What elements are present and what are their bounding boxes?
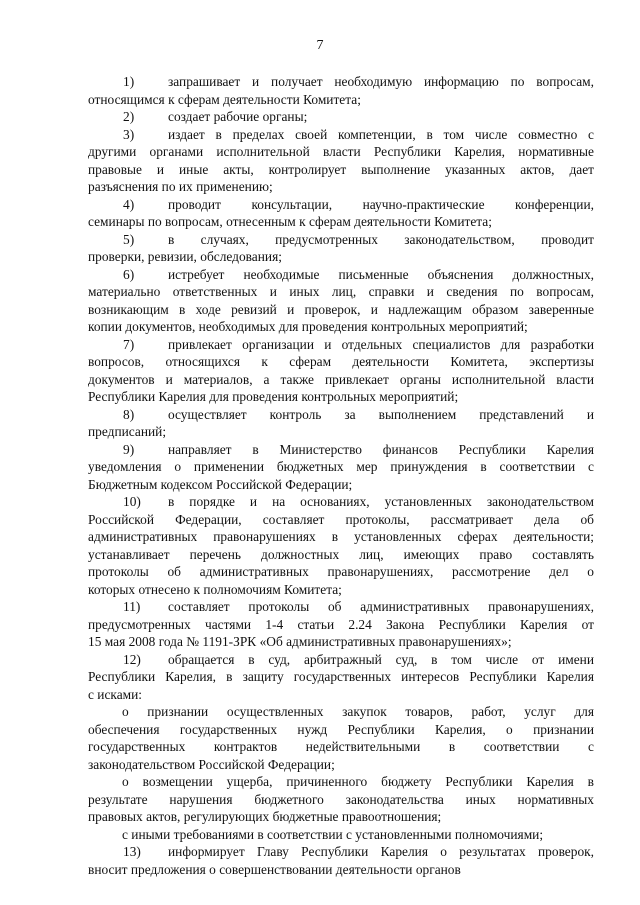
item-line: разъяснения по их применению; (88, 179, 273, 194)
item-line: Республики Карелия для проведения контрольных мероприятий; (88, 389, 459, 404)
list-item (88, 73, 594, 108)
subclause-line: обеспечения государственных нужд Республики Карелия, о признании (88, 721, 594, 737)
item-number: 2) (123, 109, 135, 124)
subclause-line: законодательством Российской Федерации; (88, 756, 335, 772)
page-number: 7 (316, 38, 324, 53)
item-number: 8) (123, 406, 135, 422)
list-item (88, 406, 594, 441)
document-body (88, 73, 594, 878)
item-number: 13) (123, 844, 141, 859)
item-line: вносит предложения о совершенствовании деятельности органов (88, 861, 461, 877)
subclause (88, 826, 594, 844)
item-line: административных правонарушениях в установленных сферах деятельности; (88, 529, 594, 544)
list-item (88, 266, 594, 336)
list-item (88, 441, 594, 494)
subclause-line: результате нарушения бюджетного законодательства иных нормативных (88, 791, 594, 807)
item-first-line: направляет в Министерство финансов Республики Карелия (168, 441, 594, 457)
subclause (88, 773, 594, 826)
item-line: документов и материалов, а также привлекает органы исполнительной власти (88, 371, 594, 387)
item-line: вопросов, относящихся к сферам деятельности Комитета, экспертизы (88, 354, 594, 369)
item-first-line: истребует необходимые письменные объяснения должностных, (168, 266, 594, 282)
item-line: семинары по вопросам, отнесенным к сферам деятельности Комитета; (88, 214, 492, 229)
item-number: 10) (123, 494, 141, 509)
item-line: с исками: (88, 686, 143, 702)
list-item (88, 126, 594, 196)
subclause-line: государственных контрактов недействительными в соответствии с (88, 739, 594, 754)
item-first-line: издает в пределах своей компетенции, в том числе совместно с (168, 126, 594, 142)
list-item (88, 598, 594, 651)
item-number: 11) (123, 599, 141, 614)
subclause-line: правовых актов, регулирующих бюджетные правоотношения; (88, 809, 442, 824)
item-first-line: запрашивает и получает необходимую информацию по вопросам, (168, 74, 594, 89)
list-item (88, 231, 594, 266)
item-number: 4) (123, 196, 135, 212)
item-line: правовые и иные акты, контролирует выполнение указанных актов, дает (88, 161, 594, 177)
item-line: относящимся к сферам деятельности Комитета; (88, 91, 361, 107)
item-number: 7) (123, 336, 135, 352)
item-first-line: обращается в суд, арбитражный суд, в том числе от имени (168, 651, 594, 667)
item-first-line: осуществляет контроль за выполнением представлений и (168, 406, 594, 422)
list-item (88, 651, 594, 704)
item-line: протоколы об административных правонарушениях, рассмотрение дел о (88, 564, 594, 579)
list-item (88, 196, 594, 231)
item-first-line: создает рабочие органы; (168, 109, 308, 124)
item-line: материально ответственных и иных лиц, справки и сведения по вопросам, (88, 284, 594, 299)
item-number: 3) (123, 126, 135, 142)
item-first-line: в порядке и на основаниях, установленных законодательством (168, 494, 594, 509)
list-item (88, 336, 594, 406)
item-line: 15 мая 2008 года № 1191-ЗРК «Об административных правонарушениях»; (88, 634, 512, 649)
item-line: другими органами исполнительной власти Республики Карелия, нормативные (88, 144, 594, 159)
item-line: Российской Федерации, составляет протоколы, рассматривает дела об (88, 511, 594, 527)
item-number: 6) (123, 266, 135, 282)
item-first-line: составляет протоколы об административных правонарушениях, (168, 599, 594, 614)
list-item (88, 843, 594, 878)
item-number: 12) (123, 651, 141, 667)
item-line: предусмотренных частями 1-4 статьи 2.24 Закона Республики Карелия от (88, 616, 594, 632)
subclause-first-line: о признании осуществленных закупок товаров, работ, услуг для (122, 704, 594, 719)
item-first-line: проводит консультации, научно-практические конференции, (168, 196, 594, 212)
item-line: устанавливает перечень должностных лиц, имеющих право составлять (88, 546, 594, 562)
item-number: 1) (123, 74, 135, 89)
item-number: 5) (123, 231, 135, 247)
list-item (88, 493, 594, 598)
item-first-line: привлекает организации и отдельных специалистов для разработки (168, 336, 594, 352)
item-first-line: информирует Главу Республики Карелия о результатах проверок, (168, 844, 594, 859)
item-line: Республики Карелия, в защиту государственных интересов Республики Карелия (88, 669, 594, 684)
item-number: 9) (123, 441, 135, 457)
item-line: проверки, ревизии, обследования; (88, 249, 282, 264)
item-line: возникающим в ходе ревизий и проверок, и надлежащим образом заверенные (88, 301, 594, 317)
item-line: предписаний; (88, 424, 167, 439)
item-line: уведомления о применении бюджетных мер принуждения в соответствии с (88, 459, 594, 474)
subclause-first-line: с иными требованиями в соответствии с установленными полномочиями; (122, 826, 544, 842)
item-first-line: в случаях, предусмотренных законодательством, проводит (168, 231, 594, 247)
subclause (88, 703, 594, 773)
item-line: которых отнесено к полномочиям Комитета; (88, 581, 342, 597)
subclause-first-line: о возмещении ущерба, причиненного бюджету Республики Карелия в (122, 774, 594, 789)
item-line: копии документов, необходимых для проведения контрольных мероприятий; (88, 319, 528, 334)
list-item (88, 108, 594, 126)
item-line: Бюджетным кодексом Российской Федерации; (88, 476, 353, 492)
